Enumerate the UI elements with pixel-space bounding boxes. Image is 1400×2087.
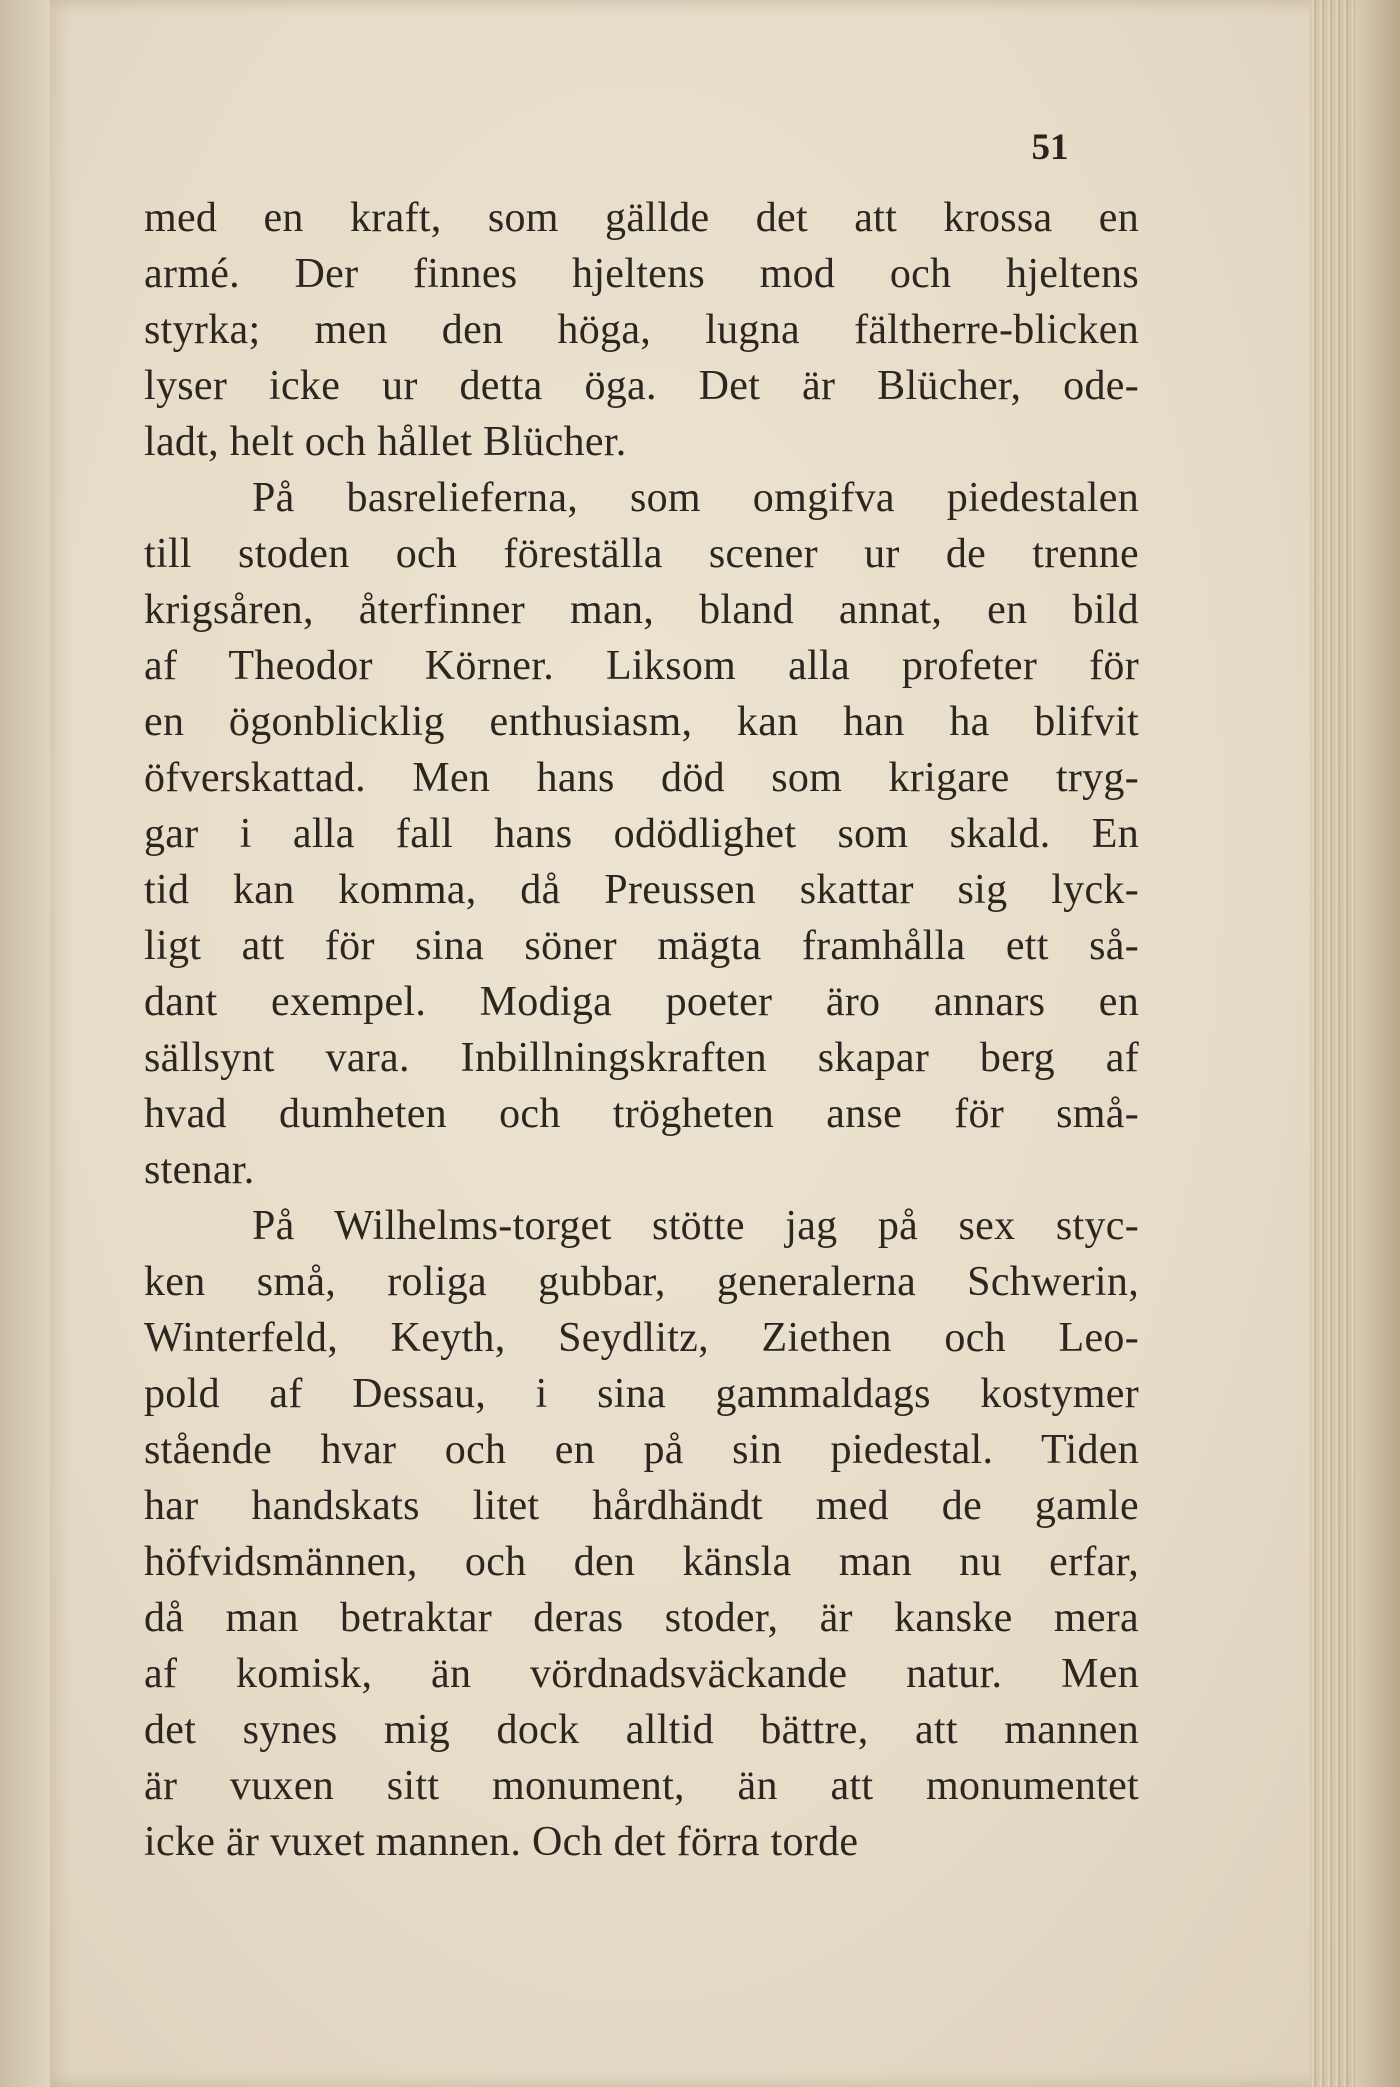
body-text	[144, 190, 1139, 1870]
text-line: höfvidsmännen, och den känsla man nu erfar,	[144, 1539, 1139, 1585]
text-line: lyser icke ur detta öga. Det är Blücher, ode-	[144, 363, 1139, 409]
text-line: tid kan komma, då Preussen skattar sig lyck-	[144, 867, 1139, 913]
text-line: gar i alla fall hans odödlighet som skald. En	[144, 811, 1139, 857]
text-line: ken små, roliga gubbar, generalerna Schwerin,	[144, 1259, 1139, 1305]
text-line: är vuxen sitt monument, än att monumentet	[144, 1763, 1139, 1809]
page-number: 51	[1031, 127, 1069, 168]
text-line: Winterfeld, Keyth, Seydlitz, Ziethen och Leo-	[144, 1315, 1139, 1361]
text-line: till stoden och föreställa scener ur de trenne	[144, 531, 1139, 577]
text-line: då man betraktar deras stoder, är kanske mera	[144, 1595, 1139, 1641]
text-line: På Wilhelms-torget stötte jag på sex styc-	[252, 1203, 1139, 1249]
text-line: af Theodor Körner. Liksom alla profeter för	[144, 643, 1139, 689]
text-line: icke är vuxet mannen. Och det förra torde	[144, 1819, 859, 1865]
text-line: ligt att för sina söner mägta framhålla ett så-	[144, 923, 1139, 969]
text-line: armé. Der finnes hjeltens mod och hjeltens	[144, 251, 1139, 297]
text-line: sällsynt vara. Inbillningskraften skapar berg af	[144, 1035, 1139, 1081]
text-line: styrka; men den höga, lugna fältherre-blicken	[144, 307, 1139, 353]
text-line: en ögonblicklig enthusiasm, kan han ha blifvit	[144, 699, 1139, 745]
text-line: hvad dumheten och trögheten anse för små-	[144, 1091, 1139, 1137]
text-line: det synes mig dock alltid bättre, att mannen	[144, 1707, 1139, 1753]
text-line: dant exempel. Modiga poeter äro annars en	[144, 979, 1139, 1025]
text-line: stående hvar och en på sin piedestal. Tiden	[144, 1427, 1139, 1473]
text-line: öfverskattad. Men hans död som krigare tryg-	[144, 755, 1139, 801]
text-line: krigsåren, återfinner man, bland annat, en bild	[144, 587, 1139, 633]
page-edge	[1310, 0, 1355, 2087]
text-line: har handskats litet hårdhändt med de gamle	[144, 1483, 1139, 1529]
text-line: På basrelieferna, som omgifva piedestalen	[252, 475, 1139, 521]
text-line: stenar.	[144, 1147, 255, 1193]
text-line: ladt, helt och hållet Blücher.	[144, 419, 627, 465]
text-line: med en kraft, som gällde det att krossa en	[144, 195, 1139, 241]
text-line: af komisk, än vördnadsväckande natur. Men	[144, 1651, 1139, 1697]
text-line: pold af Dessau, i sina gammaldags kostymer	[144, 1371, 1139, 1417]
